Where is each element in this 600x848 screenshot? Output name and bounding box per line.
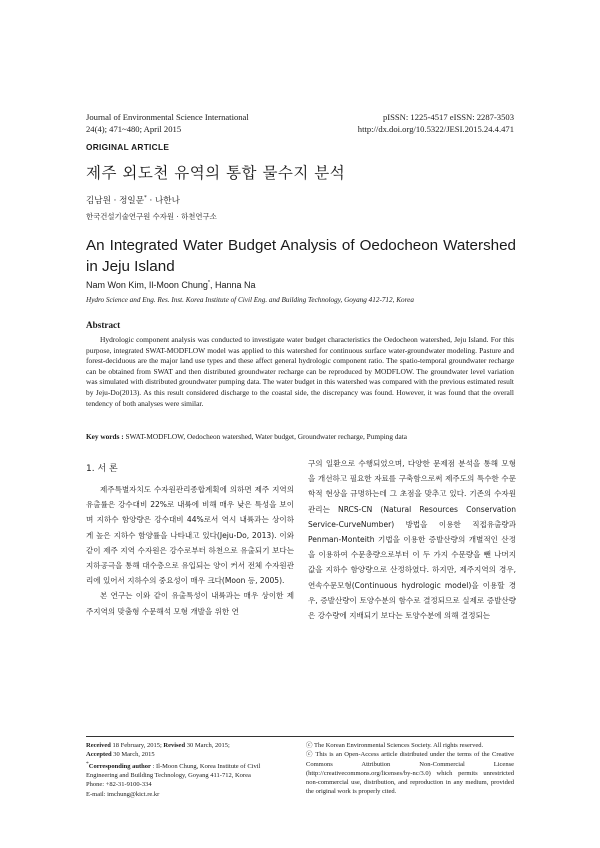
corresponding-author <box>86 760 290 781</box>
abstract-text: Hydrologic component analysis was conducted to investigate water budget characteristics the Oedocheon watershed, Jeju Island. For this purpose, integrated SWAT-MODFLOW model was applied to this watershed for continuous surface water-groundwater modeling. Pasture and forest-deciduous are the major land use types and these affect general hydrologic component ratio. The spatio-temporal groundwater recharge can be obtained from SWAT and then distributed groundwater recharge can be reproduced by MODFLOW. The groundwater level variation was simulated with distributed groundwater pumping data. The water budget in this watershed was compared with the previous estimated result by Jeju-Do(2013). As this result considered discharge to the coastal side, the discrepancy was found. However, it was found that the overall tendency of both analyses were similar. <box>86 335 514 408</box>
english-authors-main: Nam Won Kim, Il-Moon Chung <box>86 280 208 290</box>
body-paragraph: 본 연구는 이와 같이 유출특성이 내륙과는 매우 상이한 제주지역의 맞춤형 수문해석 모형 개발을 위한 연 <box>86 591 294 616</box>
footnote-right <box>306 741 514 797</box>
keywords-text: SWAT-MODFLOW, Oedocheon watershed, Water budget, Groundwater recharge, Pumping data <box>123 432 408 441</box>
english-affiliation: Hydro Science and Eng. Res. Inst. Korea Institute of Civil Eng. and Building Technology, Goyang 412-712, Korea <box>86 296 414 304</box>
accepted-label: Accepted <box>86 751 112 759</box>
article-type: ORIGINAL ARTICLE <box>86 142 170 152</box>
volume-pages: 24(4); 471~480; April 2015 <box>86 124 182 134</box>
doi-link[interactable]: http://dx.doi.org/10.5322/JESI.2015.24.4.471 <box>357 124 514 134</box>
body-paragraph: 제주특별자치도 수자원관리종합계획에 의하면 제주 지역의 유출률은 강수대비 22%로 내륙에 비해 매우 낮은 특성을 보이며 지하수 함양량은 강수대비 44%로서 역시 내륙과는 상이하게 높은 지하수 함양률을 나타내고 있다(Jeju-Do, 2013). 이와 같이 제주 지역 수자원은 강수로부터 하천으로 유출되기 보다는 지하공극을 통해 대수층으로 유입되는 양이 커서 전체 수자원관리에 있어서 지하수의 중요성이 매우 크다(Moon 등, 2005). <box>86 485 294 586</box>
corresponding-mark: * <box>144 195 147 202</box>
body-paragraph: 구의 일환으로 수행되었으며, 다양한 문제점 분석을 통해 모형을 개선하고 필요한 자료를 구축함으로써 제주도의 특수한 수문학적 현상을 규명하는데 그 초점을 맞추고 있다. 기존의 수자원관리는 NRCS-CN (Natural Resources Conservation Service-CurveNumber) 방법을 이용한 직접유출량과 Penman-Monteith 기법을 이용한 증발산량의 개별적인 산정을 이용하여 수문총량으로부터 이 두 가지 수문량을 뺀 나머지 값을 지하수 함양량으로 산정하였다. 하지만, 제주지역의 경우, 연속수문모형(Continuous hydrologic model)을 이용할 경우, 증발산량이 토양수분의 함수로 결정되므로 실제로 증발산량은 강수량에 지배되기 보다는 토양수분에 의해 결정되는 <box>308 459 516 621</box>
journal-header-left <box>86 111 249 135</box>
email[interactable]: E-mail: imchung@kict.re.kr <box>86 790 160 798</box>
corr-text: : Il-Moon Chung, Korea Institute of Civil Engineering and Building Technology, Goyang 411-712, Korea <box>86 762 261 780</box>
footnote-left <box>86 741 290 799</box>
corr-label: Corresponding author <box>88 762 151 770</box>
phone: Phone: +82-31-9100-334 <box>86 781 152 789</box>
keywords <box>86 432 514 441</box>
body-column-left <box>86 456 294 619</box>
dates-line <box>86 741 290 750</box>
section-heading: 1. 서 론 <box>86 464 118 474</box>
accepted-date: 30 March, 2015 <box>111 751 155 759</box>
english-authors-rest: , Hanna Na <box>210 280 256 290</box>
korean-authors <box>86 194 180 206</box>
korean-authors-main: 김남원 · 정일문 <box>86 196 145 206</box>
abstract-heading: Abstract <box>86 320 121 330</box>
journal-header-right <box>358 111 514 135</box>
corr-star: * <box>86 760 89 767</box>
accepted-line <box>86 750 290 759</box>
keywords-label: Key words : <box>86 432 124 441</box>
footnote-divider <box>86 736 514 737</box>
issn: pISSN: 1225-4517 eISSN: 2287-3503 <box>382 112 514 122</box>
received-date: 18 February, 2015; <box>110 742 164 749</box>
copyright-notice: ⓒ The Korean Environmental Sciences Society. All rights reserved. <box>306 742 484 749</box>
revised-date: 30 March, 2015; <box>185 742 230 749</box>
korean-affiliation: 한국건설기술연구원 수자원 · 하천연구소 <box>86 212 217 221</box>
korean-title: 제주 외도천 유역의 통합 물수지 분석 <box>86 164 346 182</box>
english-title: An Integrated Water Budget Analysis of Oedocheon Watershed in Jeju Island <box>86 237 516 275</box>
journal-name: Journal of Environmental Science International <box>86 112 249 122</box>
english-authors <box>86 280 256 290</box>
corresponding-mark-en: * <box>207 280 211 286</box>
body-column-right <box>308 456 516 623</box>
korean-authors-rest: · 나한나 <box>146 196 180 206</box>
revised-label: Revised <box>163 742 186 749</box>
license-notice: ⓒ This is an Open-Access article distributed under the terms of the Creative Commons Attribution Non-Commercial License (http://creativecommons.org/licenses/by-nc/3.0) which permits unrestricted non-commercial use, distribution, and reproduction in any medium, provided the original work is properly cited. <box>306 751 514 796</box>
received-label: Received <box>86 742 111 749</box>
